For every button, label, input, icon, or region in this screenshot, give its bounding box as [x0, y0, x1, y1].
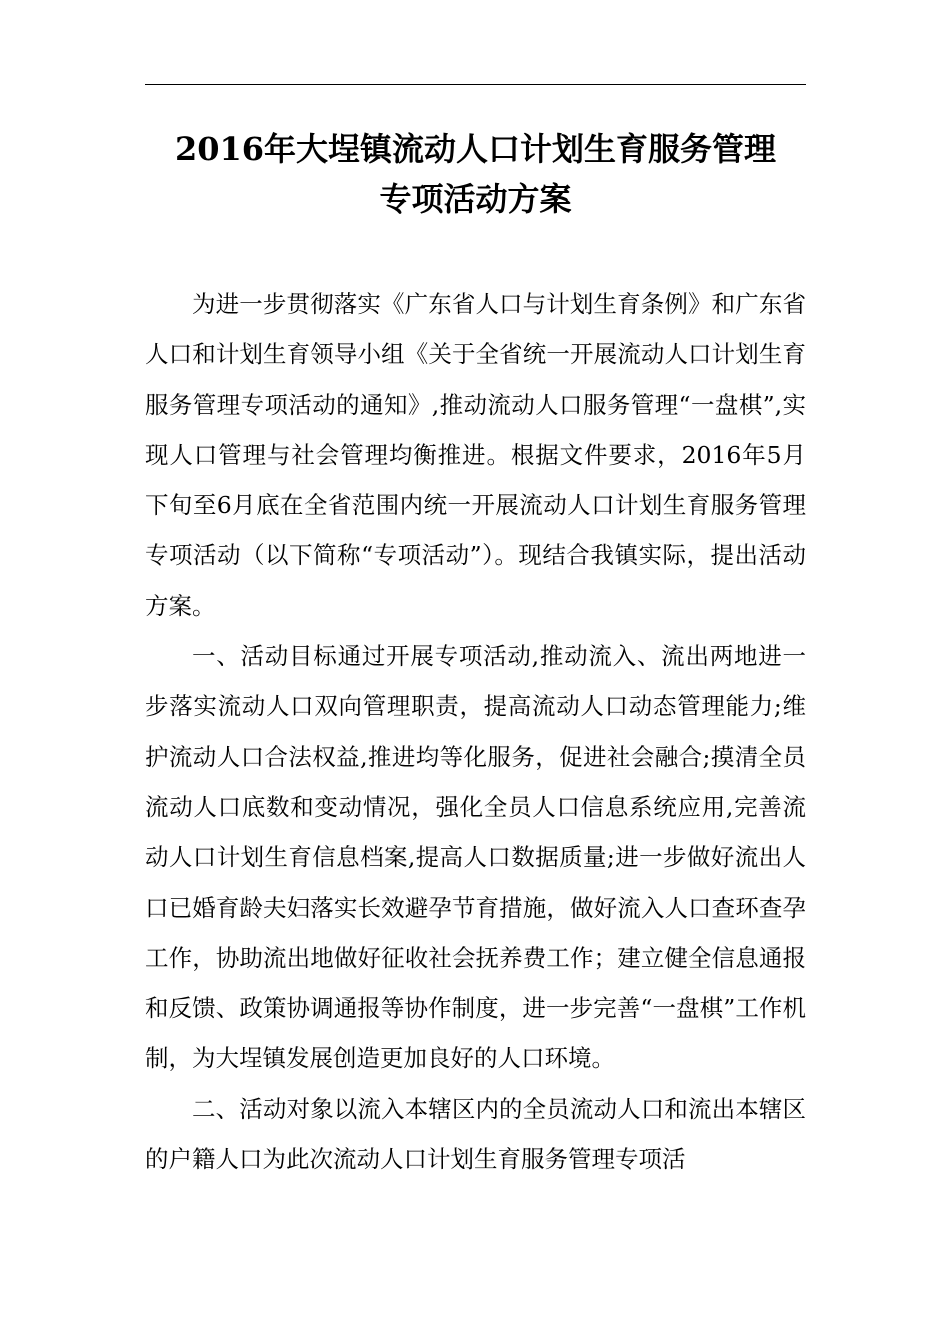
- paragraph-section-2: 二、活动对象以流入本辖区内的全员流动人口和流出本辖区的户籍人口为此次流动人口计划生育服务管理专项活: [145, 1094, 806, 1174]
- document-title: [145, 124, 806, 224]
- paragraph-section-1: 一、活动目标通过开展专项活动,推动流入、流出两地进一步落实流动人口双向管理职责，提高流动人口动态管理能力;维护流动人口合法权益,推进均等化服务，促进社会融合;摸清全员流动人口底数和变动情况，强化全员人口信息系统应用,完善流动人口计划生育信息档案,提高人口数据质量;进一步做好流出人口已婚育龄夫妇落实长效避孕节育措施，做好流入人口查环查孕工作，协助流出地做好征收社会抚养费工作；建立健全信息通报和反馈、政策协调通报等协作制度，进一步完善“一盘棋”工作机制，为大埕镇发展创造更加良好的人口环境。: [145, 642, 806, 1073]
- document-body: [145, 279, 806, 1184]
- title-line-2: 专项活动方案: [379, 180, 572, 218]
- paragraph-intro: 为进一步贯彻落实《广东省人口与计划生育条例》和广东省人口和计划生育领导小组《关于全省统一开展流动人口计划生育服务管理专项活动的通知》,推动流动人口服务管理“一盘棋”,实现人口管理与社会管理均衡推进。根据文件要求，2016年5月下旬至6月底在全省范围内统一开展流动人口计划生育服务管理专项活动（以下简称“专项活动”）。现结合我镇实际，提出活动方案。: [145, 290, 806, 620]
- title-line-1: 2016年大埕镇流动人口计划生育服务管理: [174, 130, 777, 168]
- header-rule: [145, 84, 806, 85]
